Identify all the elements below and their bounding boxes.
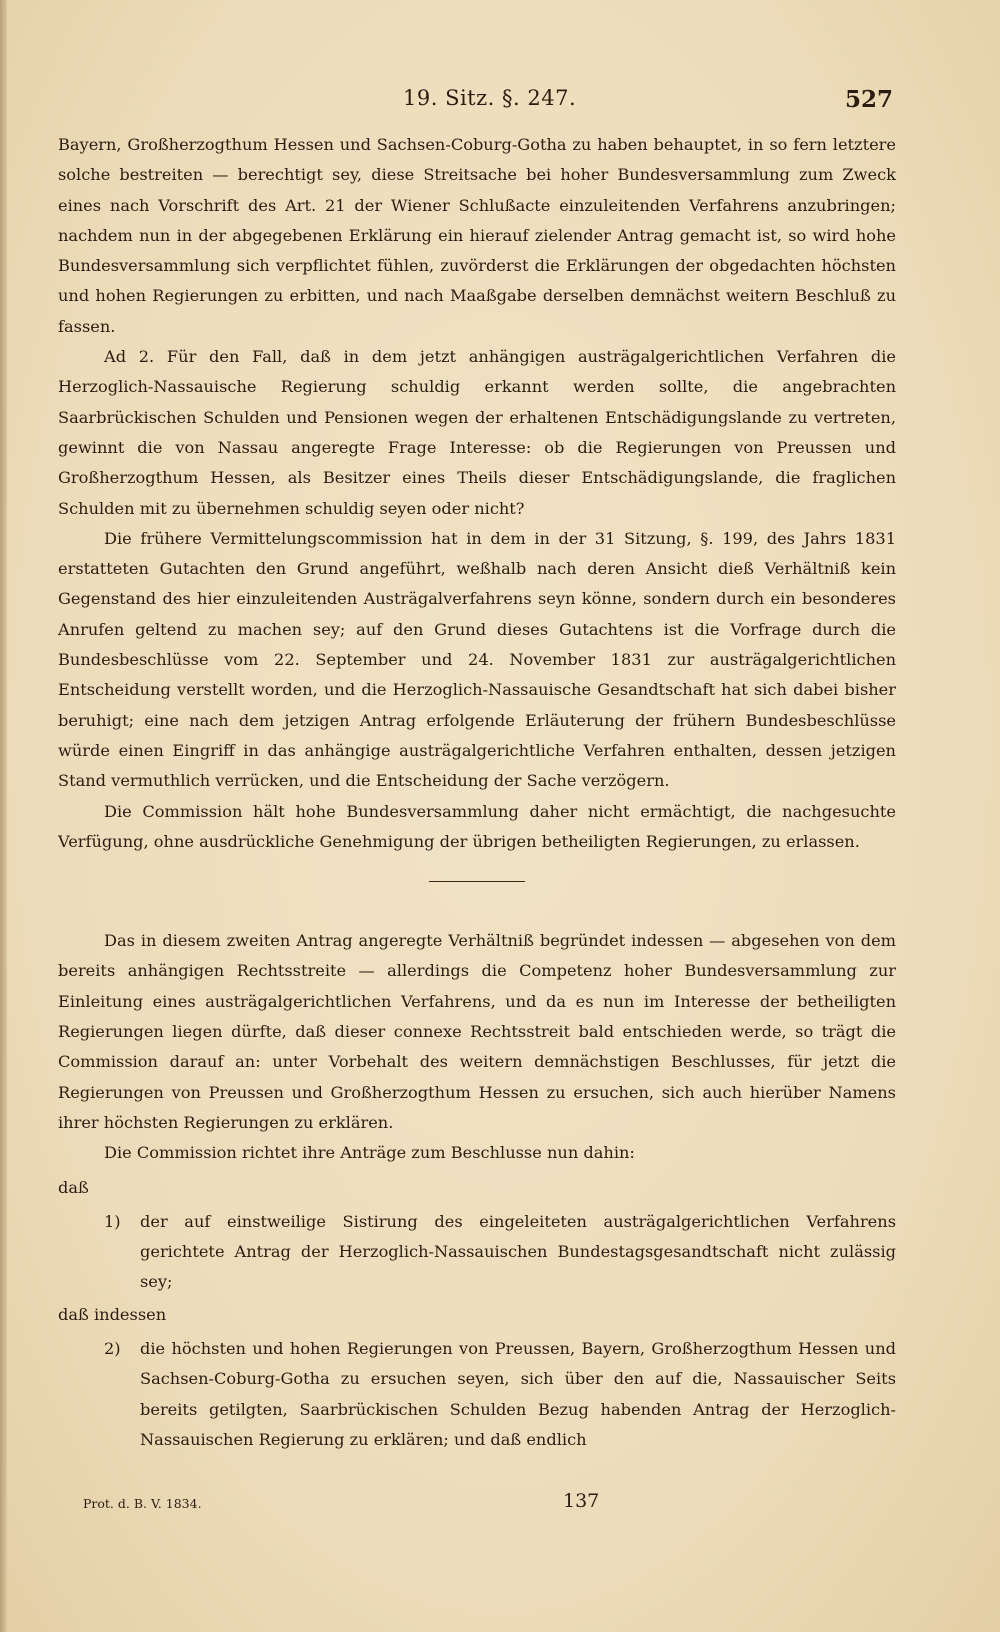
page-number: 527 [844,86,893,113]
list-item-text: die höchsten und hohen Regierungen von Preussen, Bayern, Großherzogthum Hessen und Sachsen-Coburg-Gotha zu ersuchen seyen, sich über den auf die, Nassauischer Seits bereits getilgten, Saarbrückischen Schulden Bezug habenden Antrag der Herzoglich-Nassauischen Regierung zu erklären; und daß endlich [140,1338,896,1449]
signature-mark: 137 [563,1490,600,1512]
paragraph-second-motion: Das in diesem zweiten Antrag angeregte Verhältniß begründet indessen — abgesehen von dem bereits anhängigen Rechtsstreite — allerdings die Competenz hoher Bundesversammlung zur Einleitung eines austrägalgerichtlichen Verfahrens, und da es nun im Interesse der betheiligten Regierungen liegen dürfte, daß dieser connexe Rechtsstreit bald entschieden werde, so trägt die Commission darauf an: unter Vorbehalt des weitern demnächstigen Beschlusses, für jetzt die Regierungen von Preussen und Großherzogthum Hessen zu ersuchen, sich auch hierüber Namens ihrer höchsten Regierungen zu erklären. [58,931,896,1132]
main-text [58,130,896,1455]
dass-line-1: daß [58,1177,89,1197]
paragraph-prior-commission: Die frühere Vermittelungscommission hat in dem in der 31 Sitzung, §. 199, des Jahrs 1831 erstatteten Gutachten den Grund angeführt, weßhalb nach deren Ansicht dieß Verhältniß kein Gegenstand des hier einzuleitenden Austrägalverfahrens seyn könne, sondern durch ein besonderes Anrufen geltend zu machen sey; auf den Grund dieses Gutachtens ist die Vorfrage durch die Bundesbeschlüsse vom 22. September und 24. November 1831 zur austrägalgerichtlichen Entscheidung verstellt worden, und die Herzoglich-Nassauische Gesandtschaft hat sich dabei bisher beruhigt; eine nach dem jetzigen Antrag erfolgende Erläuterung der frühern Bundesbeschlüsse würde einen Eingriff in das anhängige austrägalgerichtliche Verfahren enthalten, dessen jetzigen Stand vermuthlich verrücken, und die Entscheidung der Sache verzögern. [58,528,896,791]
page-footer [83,1490,873,1516]
paragraph-ad-2: Ad 2. Für den Fall, daß in dem jetzt anhängigen austrägalgerichtlichen Verfahren die Herzoglich-Nassauische Regierung schuldig erkannt werden sollte, die angebrachten Saarbrückischen Schulden und Pensionen wegen der erhaltenen Entschädigungslande zu vertreten, gewinnt die von Nassau angeregte Frage Interesse: ob die Regierungen von Preussen und Großherzogthum Hessen, als Besitzer eines Theils dieser Entschädigungslande, die fraglichen Schulden mit zu übernehmen schuldig seyen oder nicht? [58,347,896,518]
list-item-text: der auf einstweilige Sistirung des eingeleiteten austrägalgerichtlichen Verfahrens gerichtete Antrag der Herzoglich-Nassauischen Bundestagsgesandtschaft nicht zulässig sey; [140,1211,896,1292]
list-item-1 [104,1207,896,1298]
paragraph-motions-intro: Die Commission richtet ihre Anträge zum Beschlusse nun dahin: [104,1143,635,1163]
paragraph-commission-opinion: Die Commission hält hohe Bundesversammlung daher nicht ermächtigt, die nachgesuchte Verfügung, ohne ausdrückliche Genehmigung der übrigen betheiligten Regierungen, zu erlassen. [58,801,896,851]
dass-line-2: daß indessen [58,1304,167,1324]
paragraph-continuation: Bayern, Großherzogthum Hessen und Sachsen-Coburg-Gotha zu haben behauptet, in so fern letztere solche bestreiten — berechtigt sey, diese Streitsache bei hoher Bundesversammlung zum Zweck eines nach Vorschrift des Art. 21 der Wiener Schlußacte einzuleitenden Verfahrens anzubringen; nachdem nun in der abgegebenen Erklärung ein hierauf zielender Antrag gemacht ist, so wird hohe Bundesversammlung sich verpflichtet fühlen, zuvörderst die Erklärungen der obgedachten höchsten und hohen Regierungen zu erbitten, und nach Maaßgabe derselben demnächst weitern Beschluß zu fassen. [58,135,896,336]
list-item-number: 2) [104,1338,121,1358]
page-edge [0,0,7,1632]
protocol-reference: Prot. d. B. V. 1834. [83,1496,202,1511]
spacer [58,882,896,926]
list-item-2 [104,1334,896,1455]
page-header [58,86,893,120]
list-item-number: 1) [104,1211,121,1231]
session-reference: 19. Sitz. §. 247. [403,86,577,110]
